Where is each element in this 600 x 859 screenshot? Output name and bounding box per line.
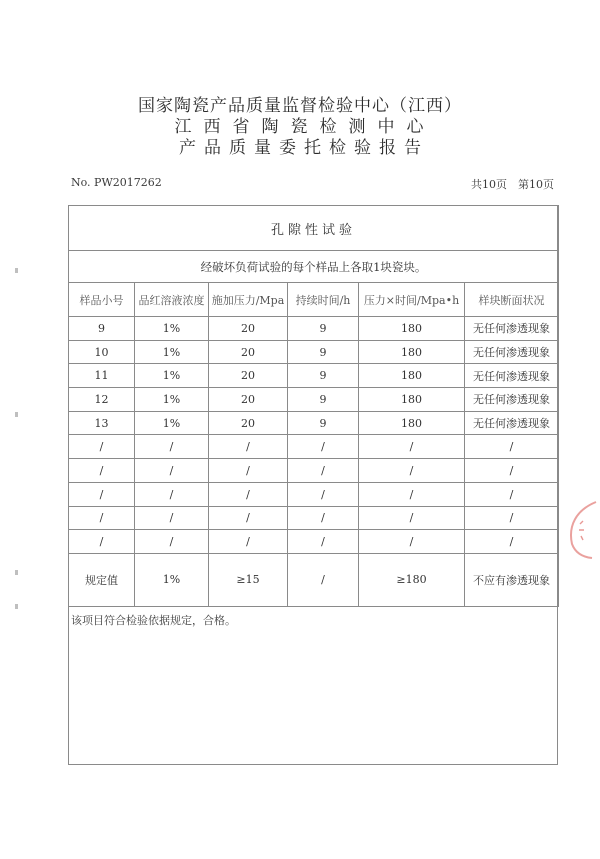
table-cell: / [288,435,359,459]
column-header: 品红溶液浓度 [135,283,209,317]
table-cell: / [69,459,135,483]
spec-cell: 不应有渗透现象 [465,553,559,606]
table-row [69,482,559,506]
table-cell: 10 [69,340,135,364]
table-cell: 20 [209,411,288,435]
institution-name: 国家陶瓷产品质量监督检验中心（江西） [138,96,462,116]
table-cell: 无任何渗透现象 [465,340,559,364]
table-cell: / [359,482,465,506]
binding-hole-mark [15,604,18,609]
table-cell: / [465,435,559,459]
table-cell: 180 [359,364,465,388]
table-cell: / [465,506,559,530]
table-row [69,530,559,554]
test-title: 孔隙性试验 [69,206,559,251]
spec-cell: ≥180 [359,553,465,606]
table-cell: / [288,459,359,483]
spec-cell: / [288,553,359,606]
red-stamp-fragment [562,500,600,560]
specification-row [69,553,559,606]
table-cell: / [209,506,288,530]
table-cell: / [465,459,559,483]
spec-cell: 规定值 [69,553,135,606]
table-cell: 12 [69,388,135,412]
table-cell: 无任何渗透现象 [465,411,559,435]
table-cell: 9 [288,317,359,341]
table-cell: / [209,530,288,554]
table-cell: / [69,482,135,506]
table-row [69,459,559,483]
table-cell: 180 [359,388,465,412]
table-cell: / [288,482,359,506]
table-cell: / [135,530,209,554]
table-cell: 1% [135,388,209,412]
binding-hole-mark [15,570,18,575]
table-cell: / [135,482,209,506]
table-cell: 无任何渗透现象 [465,364,559,388]
table-cell: 13 [69,411,135,435]
table-row [69,388,559,412]
table-cell: / [288,506,359,530]
table-cell: / [135,435,209,459]
table-cell: / [209,482,288,506]
test-subtitle: 经破坏负荷试验的每个样品上各取1块瓷块。 [69,251,559,283]
table-row [69,506,559,530]
table-cell: / [465,482,559,506]
table-row [69,317,559,341]
table-cell: 20 [209,364,288,388]
table-cell: 11 [69,364,135,388]
table-row [69,364,559,388]
table-row [69,411,559,435]
table-cell: / [359,459,465,483]
column-header: 样块断面状况 [465,283,559,317]
table-cell: 9 [69,317,135,341]
table-cell: / [288,530,359,554]
table-cell: 9 [288,411,359,435]
report-type-title: 产品质量委托检验报告 [179,138,429,158]
table-cell: / [359,435,465,459]
table-cell: 9 [288,364,359,388]
porosity-test-table [68,205,559,607]
table-cell: / [209,435,288,459]
spec-cell: ≥15 [209,553,288,606]
table-cell: / [69,506,135,530]
column-header: 持续时间/h [288,283,359,317]
center-name: 江西省陶瓷检测中心 [174,117,436,137]
table-row [69,435,559,459]
column-header: 压力×时间/Mpa•h [359,283,465,317]
table-cell: 无任何渗透现象 [465,317,559,341]
table-cell: 20 [209,317,288,341]
table-cell: 9 [288,388,359,412]
table-cell: 20 [209,340,288,364]
table-cell: 180 [359,340,465,364]
column-header: 施加压力/Mpa [209,283,288,317]
column-header: 样品小号 [69,283,135,317]
table-cell: 180 [359,411,465,435]
table-cell: / [465,530,559,554]
table-cell: 9 [288,340,359,364]
table-cell: / [209,459,288,483]
table-cell: 20 [209,388,288,412]
page-info: 共10页 第10页 [471,178,554,191]
table-cell: 1% [135,411,209,435]
table-cell: / [135,459,209,483]
spec-cell: 1% [135,553,209,606]
table-cell: / [359,530,465,554]
report-number: No. PW2017262 [71,176,162,189]
table-row [69,340,559,364]
report-header [0,96,600,159]
binding-hole-mark [15,268,18,273]
table-cell: 180 [359,317,465,341]
column-header-row [69,283,559,317]
table-cell: 1% [135,364,209,388]
table-cell: 无任何渗透现象 [465,388,559,412]
table-cell: / [69,530,135,554]
table-cell: 1% [135,317,209,341]
table-cell: 1% [135,340,209,364]
table-cell: / [135,506,209,530]
binding-hole-mark [15,412,18,417]
table-cell: / [359,506,465,530]
table-cell: / [69,435,135,459]
conclusion-text: 该项目符合检验依据规定，合格。 [71,614,236,627]
